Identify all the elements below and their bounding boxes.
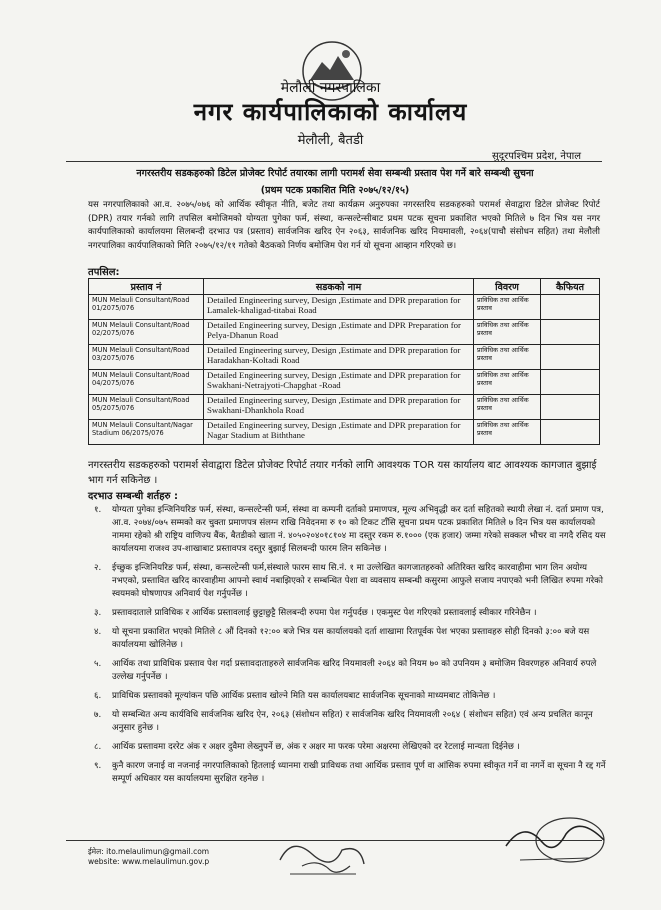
term-text: यो सम्बन्धित अन्य कार्यविधि सार्वजनिक खरिद ऐन, २०६३ (संशोधन सहित) र सार्वजनिक खरिद नियमावली २०६४ ( संशोधन सहित) एवं अन्य प्रचलित कानून अनुसार हुनेछ । bbox=[112, 710, 593, 733]
proposal-detail: प्राविधिक तथा आर्थिक प्रस्ताव bbox=[474, 345, 541, 370]
remarks-cell bbox=[541, 420, 600, 445]
province-name: सुदूरपश्चिम प्रदेश, नेपाल bbox=[492, 151, 581, 162]
remarks-cell bbox=[541, 295, 600, 320]
proposal-code: MUN Melauli Consultant/Road 02/2075/076 bbox=[89, 320, 204, 345]
contact-email: ईमेल: ito.melaulimun@gmail.com bbox=[88, 847, 210, 856]
table-row bbox=[89, 345, 600, 370]
list-item bbox=[88, 709, 612, 735]
road-description: Detailed Engineering survey, Design ,Estimate and DPR preparation for Nagar Stadium at Biththane bbox=[204, 420, 474, 445]
remarks-cell bbox=[541, 345, 600, 370]
col-header-proposal-no: प्रस्ताव नं bbox=[89, 279, 204, 295]
col-header-remarks: कैफियत bbox=[541, 279, 600, 295]
road-description: Detailed Engineering survey, Design ,Estimate and DPR preparation for Swakhani-Netrajyoti-Chapghat -Road bbox=[204, 370, 474, 395]
table-row bbox=[89, 395, 600, 420]
term-text: कुनै कारण जनाई वा नजनाई नगरपालिकाको हितलाई ध्यानमा राखी प्राविधक तथा आर्थिक प्रस्ताव पूर्ण वा आंसिक रुपमा स्वीकृत गर्ने वा नगर्ने वा सूचना नै रद्द गर्ने सम्पूर्ण अधिकार यस कार्यालयमा सुरक्षित रहनेछ । bbox=[112, 761, 606, 784]
road-description: Detailed Engineering survey, Design ,Estimate and DPR Preparation for Pelya-Dhanun Road bbox=[204, 320, 474, 345]
list-item bbox=[88, 741, 612, 754]
notice-title: नगरस्तरीय सडकहरुको डिटेल प्रोजेक्ट रिपोर्ट तयारका लागी परामर्श सेवा सम्बन्धी प्रस्ताव पेश गर्ने बारे सम्बन्धी सुचना bbox=[136, 168, 534, 179]
org-name: मेलौली नगरपालिका bbox=[280, 80, 381, 96]
notice-subtitle: (प्रथम पटक प्रकाशित मिति २०७५/१२/१५) bbox=[260, 185, 410, 196]
term-number: ३. bbox=[94, 608, 102, 618]
office-name: नगर कार्यपालिकाको कार्यालय bbox=[193, 97, 468, 126]
col-header-road-name: सडकको नाम bbox=[204, 279, 474, 295]
term-number: ७. bbox=[94, 710, 102, 720]
contact-website: website: www.melaulimun.gov.p bbox=[88, 857, 210, 866]
remarks-cell bbox=[541, 370, 600, 395]
term-number: १. bbox=[94, 505, 102, 515]
schedule-label: तपसिल: bbox=[88, 267, 120, 278]
term-number: २. bbox=[94, 563, 102, 573]
table-header-row bbox=[89, 279, 600, 295]
proposal-code: MUN Melauli Consultant/Nagar Stadium 06/2075/076 bbox=[89, 420, 204, 445]
remarks-cell bbox=[541, 320, 600, 345]
remarks-cell bbox=[541, 395, 600, 420]
term-text: आर्थिक तथा प्राविधिक प्रस्ताव पेश गर्दा प्रस्तावदाताहरुले सार्वजनिक खरिद नियमावली २०६४ को नियम ७० को उपनियम ३ बमोजिम विवरणहरु अनिवार्य रुपले उल्लेख गर्नुपर्नेछ । bbox=[112, 659, 597, 682]
road-description: Detailed Engineering survey, Design ,Estimate and DPR preparation for Haradakhan-Koltadi Road bbox=[204, 345, 474, 370]
term-text: योग्यता पुगेका इन्जिनियरिङ फर्म, संस्था, कन्सल्टेन्सी फर्म, संस्था वा कम्पनी दर्ताको प्रमाणपत्र, मूल्य अभिवृद्धी कर दर्ता सहितको स्थायी लेखा नं. दर्ता प्रमाण पत्र, आ.व. २०७४/०७५ सम्मको कर चुक्ता प्रमाणपत्र संलग्न राखि निवेदनमा रु १० को टिकट टाँसि सूचना प्रथम पटक प्रकाशित मितिले ७ दिन भित्र यस कार्यालयको नाममा रहेको श्री राष्ट्रिय वाणिज्य बैंक, बैतडीको खाता नं. ४०५०२०४०१८१०४ मा दस्तुर रकम रु.१००० (एक हजार) जम्मा गरेको सक्कल भौचर वा नगदै रसिद यस कार्यालयमा राजश्व उप-शाखाबाट प्रस्तावपत्र दस्तुर बुझाई सिलबन्दी फारम लिन सकिनेछ । bbox=[112, 505, 606, 554]
proposal-code: MUN Melauli Consultant/Road 01/2075/076 bbox=[89, 295, 204, 320]
proposal-code: MUN Melauli Consultant/Road 05/2075/076 bbox=[89, 395, 204, 420]
list-item bbox=[88, 760, 612, 786]
proposal-detail: प्राविधिक तथा आर्थिक प्रस्ताव bbox=[474, 395, 541, 420]
proposal-code: MUN Melauli Consultant/Road 04/2075/076 bbox=[89, 370, 204, 395]
term-text: यो सूचना प्रकाशित भएको मितिले ८ औं दिनको १२:०० बजे भित्र यस कार्यालयको दर्ता शाखामा रितपूर्वक पेश भएका प्रस्तावहरु सोही दिनको ३:०० बजे यस कार्यालयमा खोलिनेछ । bbox=[112, 627, 590, 650]
term-number: ९. bbox=[94, 761, 102, 771]
col-header-details: विवरण bbox=[474, 279, 541, 295]
term-number: ८. bbox=[94, 742, 102, 752]
road-description: Detailed Engineering survey, Design ,Estimate and DPR preparation for Lamalek-khaligad-titabai Road bbox=[204, 295, 474, 320]
term-text: आर्थिक प्रस्तावमा दररेट अंक र अक्षर दुवैमा लेख्नुपर्ने छ, अंक र अक्षर मा फरक परेमा अक्षरमा लेखिएको दर रेटलाई मान्यता दिईनेछ । bbox=[112, 742, 520, 752]
term-number: ६. bbox=[94, 691, 102, 701]
list-item bbox=[88, 658, 612, 684]
proposal-table bbox=[88, 278, 600, 445]
table-row bbox=[89, 320, 600, 345]
tor-notice: नगरस्तरीय सडकहरुको परामर्श सेवाद्वारा डिटेल प्रोजेक्ट रिपोर्ट तयार गर्नको लागि आवश्यक TOR यस कार्यालय बाट आवश्यक कागजात बुझाई भाग गर्न सकिनेछ । bbox=[88, 460, 597, 486]
table-row bbox=[89, 370, 600, 395]
proposal-detail: प्राविधिक तथा आर्थिक प्रस्ताव bbox=[474, 320, 541, 345]
term-text: प्रस्तावदाताले प्राविधिक र आर्थिक प्रस्तावलाई छुट्टाछुट्टै सिलबन्दी रुपमा पेश गर्नुपर्दछ । एकमुस्ट पेश गरिएको प्रस्तावलाई स्वीकार गरिनेछैन । bbox=[112, 608, 537, 618]
term-text: ईच्छुक इन्जिनियरिङ फर्म, संस्था, कन्सल्टेन्सी फर्म,संस्थाले फारम साथ सि.नं. १ मा उल्लेखित कागजातहरुको अतिरिक्त खरिद कारवाहीमा भाग लिन अयोग्य नभएको, प्रस्तावित खरिद कारवाहीमा आफ्नो स्वार्थ नबाझिएको र सम्बन्धित पेशा वा व्यवसाय सम्बन्धी कसुरमा आफुले सजाय नपाएको भनी लिखित रुपमा गरेको स्वयमको घोषणापत्र अनिवार्य पेश गर्नुपर्नेछ । bbox=[112, 563, 604, 599]
list-item bbox=[88, 607, 612, 620]
signature-seal-icon bbox=[500, 810, 610, 870]
list-item bbox=[88, 562, 612, 601]
header-divider bbox=[66, 161, 602, 162]
terms-title: दरभाउ सम्बन्धी शर्तहरु : bbox=[88, 491, 178, 502]
list-item bbox=[88, 690, 612, 703]
term-number: ५. bbox=[94, 659, 102, 669]
proposal-code: MUN Melauli Consultant/Road 03/2075/076 bbox=[89, 345, 204, 370]
table-row bbox=[89, 295, 600, 320]
road-description: Detailed Engineering survey, Design ,Estimate and DPR preparation for Swakhani-Dhankhola Road bbox=[204, 395, 474, 420]
term-number: ४. bbox=[94, 627, 102, 637]
notice-intro: यस नगरपालिकाको आ.व. २०७५/०७६ को आर्थिक स्वीकृत नीति, बजेट तथा कार्यक्रम अनुरुपका नगरस्तरिय सडकहरुको परामर्श सेवाद्वारा डिटेल प्रोजेक्ट रिपोर्ट (DPR) तयार गर्नको लागि तपसिल बमोजिमको योग्यता पुगेका फर्म, संस्था, कन्सल्टेन्सीबाट प्रथम पटक सूचना प्रकाशित भएको मितिले ७ दिन भित्र यस नगर कार्यपालिकाको कार्यालयमा सिलबन्दी दरभाउ पत्र (प्रस्ताव) सार्वजनिक खरिद ऐन २०६३, सार्वजनिक खरिद नियमावली, २०६४(पाचौ संसोधन सहित) तथा मेलौली नगरपालिका कार्यपालिकाको मिति २०७५/१२/११ गतेको बैठकको निर्णय बमोजिम पेश गर्न यो सूचना आव्हान गरिएको छ। bbox=[88, 200, 600, 251]
official-stamp-icon bbox=[272, 830, 372, 886]
table-row bbox=[89, 420, 600, 445]
proposal-detail: प्राविधिक तथा आर्थिक प्रस्ताव bbox=[474, 420, 541, 445]
terms-list bbox=[88, 504, 612, 792]
proposal-detail: प्राविधिक तथा आर्थिक प्रस्ताव bbox=[474, 295, 541, 320]
list-item bbox=[88, 626, 612, 652]
term-text: प्राविधिक प्रस्तावको मूल्यांकन पछि आर्थिक प्रस्ताव खोल्ने मिति यस कार्यालयबाट सार्वजनिक सूचनाको माध्यमबाट तोकिनेछ । bbox=[112, 691, 496, 701]
proposal-detail: प्राविधिक तथा आर्थिक प्रस्ताव bbox=[474, 370, 541, 395]
office-location: मेलौली, बैतडी bbox=[297, 133, 364, 148]
list-item bbox=[88, 504, 612, 556]
